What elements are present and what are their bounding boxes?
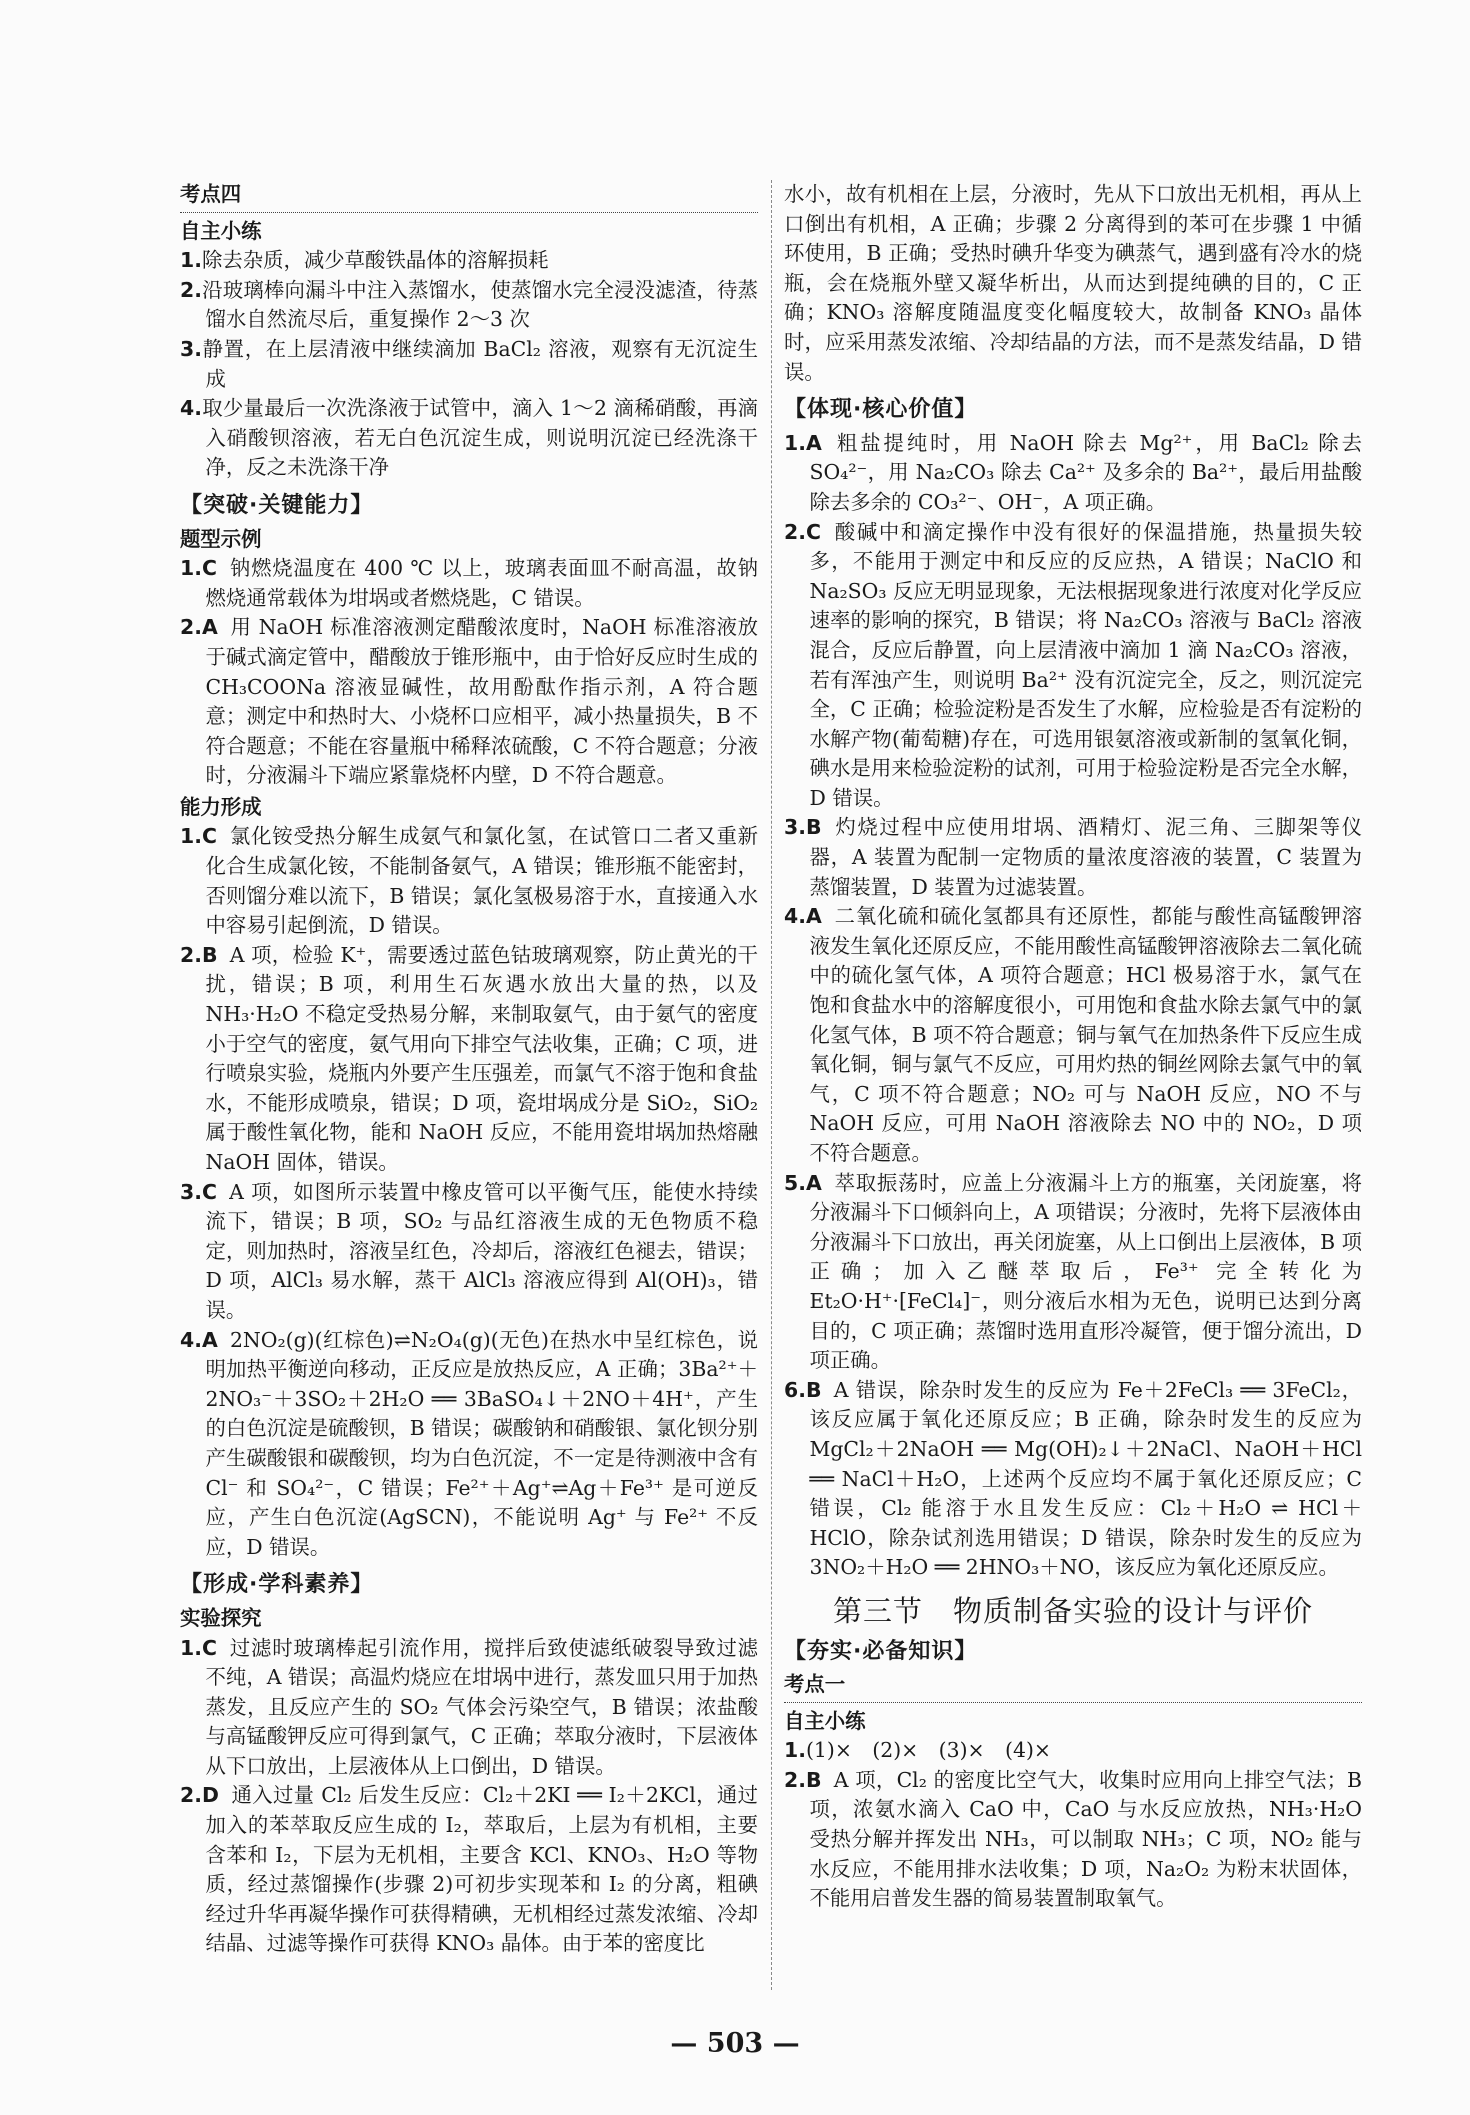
item-text: 二氧化硫和硫化氢都具有还原性，都能与酸性高锰酸钾溶液发生氧化还原反应，不能用酸性高锰酸钾溶液除去二氧化硫中的硫化氢气体，A 项符合题意；HCl 极易溶于水，氯气在饱和食盐水中的溶解度很小，可用饱和食盐水除去氯气中的氯化氢气体，B 项不符合题意；铜与氧气在加热条件下反应生成氧化铜，铜与氯气不反应，可用灼热的铜丝网除去氯气中的氧气，C 项不符合题意；NO₂ 可与 NaOH 反应，NO 不与 NaOH 反应，可用 NaOH 溶液除去 NO 中的 NO₂，D 项不符合题意。	[809, 904, 1362, 1165]
answer-item	[180, 822, 758, 940]
item-number: 1.	[180, 556, 202, 581]
item-number: 2.	[180, 1783, 202, 1808]
item-number: 1.	[180, 824, 202, 849]
item-text: A 项，如图所示装置中橡皮管可以平衡气压，能使水持续流下，错误；B 项，SO₂ 与品红溶液生成的无色物质不稳定，则加热时，溶液呈红色，冷却后，溶液红色褪去，错误；D 项，AlCl₃ 易水解，蒸干 AlCl₃ 溶液应得到 Al(OH)₃，错误。	[205, 1179, 758, 1322]
answer-item	[784, 813, 1362, 902]
item-number: 2.	[784, 1767, 806, 1792]
item-number: 5.	[784, 1170, 806, 1195]
item-number: 1.	[784, 1738, 806, 1763]
answer-item	[784, 1169, 1362, 1376]
answer-letter: B	[201, 942, 218, 967]
item-text: 灼烧过程中应使用坩埚、酒精灯、泥三角、三脚架等仪器，A 装置为配制一定物质的量浓度溶液的装置，C 装置为蒸馏装置，D 装置为过滤装置。	[809, 815, 1362, 899]
kd4-heading: 考点四	[180, 180, 758, 213]
chapter-title: 第三节 物质制备实验的设计与评价	[832, 1593, 1313, 1628]
zz2-heading: 自主小练	[784, 1708, 866, 1733]
left-column	[180, 180, 758, 1959]
item-text: (1)× (2)× (3)× (4)×	[805, 1738, 1051, 1763]
sec2-heading: 【形成·学科素养】	[180, 1572, 374, 1598]
item-number: 2.	[180, 277, 202, 302]
tx-list	[180, 554, 758, 791]
answer-item	[180, 1634, 758, 1782]
item-text: A 项，Cl₂ 的密度比空气大，收集时应用向上排空气法；B 项，浓氨水滴入 CaO 中，CaO 与水反应放热，NH₃·H₂O 受热分解并挥发出 NH₃，可以制取 NH₃；C 项，NO₂ 能与水反应，不能用排水法收集；D 项，Na₂O₂ 为粉末状固体，不能用启普发生器的简易装置制取氧气。	[809, 1767, 1362, 1911]
hx-list	[784, 429, 1362, 1583]
zz2-list	[784, 1736, 1362, 1914]
answer-letter: B	[805, 1377, 822, 1402]
zz-heading: 自主小练	[180, 218, 262, 243]
answer-item	[784, 1376, 1362, 1583]
sec1-heading: 【突破·关键能力】	[180, 492, 374, 518]
item-number: 3.	[180, 336, 202, 361]
answer-item	[180, 941, 758, 1178]
answer-letter: A	[201, 615, 218, 640]
answer-item	[180, 1178, 758, 1326]
item-text: 除去杂质，减少草酸铁晶体的溶解损耗	[201, 248, 549, 273]
item-text: 粗盐提纯时，用 NaOH 除去 Mg²⁺，用 BaCl₂ 除去 SO₄²⁻，用 Na₂CO₃ 除去 Ca²⁺ 及多余的 Ba²⁺，最后用盐酸除去多余的 CO₃²⁻、OH⁻，A 项正确。	[809, 430, 1362, 514]
item-number: 2.	[784, 519, 806, 544]
item-number: 2.	[180, 615, 202, 640]
item-number: 3.	[784, 815, 806, 840]
item-text: 沿玻璃棒向漏斗中注入蒸馏水，使蒸馏水完全浸没滤渣，待蒸馏水自然流尽后，重复操作 2～3 次	[201, 277, 758, 332]
right-column	[784, 180, 1362, 1914]
item-text: 氯化铵受热分解生成氨气和氯化氢，在试管口二者又重新化合生成氯化铵，不能制备氨气，A 错误；锥形瓶不能密封，否则馏分难以流下，B 错误；氯化氢极易溶于水，直接通入水中容易引起倒流，D 错误。	[205, 824, 758, 938]
answer-item	[180, 1326, 758, 1563]
answer-item	[784, 429, 1362, 518]
item-text: 用 NaOH 标准溶液测定醋酸浓度时，NaOH 标准溶液放于碱式滴定管中，醋酸放于锥形瓶中，由于恰好反应时生成的 CH₃COONa 溶液显碱性，故用酚酞作指示剂，A 符合题意；测定中和热时大、小烧杯口应相平，减小热量损失，B 不符合题意；不能在容量瓶中稀释浓硫酸，C 不符合题意；分液时，分液漏斗下端应紧靠烧杯内壁，D 不符合题意。	[205, 615, 758, 788]
answer-letter: C	[201, 556, 217, 581]
answer-letter: D	[201, 1783, 219, 1808]
answer-item	[180, 276, 758, 335]
answer-item	[180, 394, 758, 483]
item-text: 钠燃烧温度在 400 ℃ 以上，玻璃表面皿不耐高温，故钠燃烧通常载体为坩埚或者燃烧匙，C 错误。	[205, 556, 758, 610]
answer-letter: A	[201, 1327, 218, 1352]
answer-letter: C	[201, 1635, 217, 1660]
answer-letter: B	[805, 815, 822, 840]
item-number: 4.	[784, 904, 806, 929]
answer-letter: A	[805, 1170, 822, 1195]
item-number: 4.	[180, 396, 202, 421]
nl-list	[180, 822, 758, 1562]
answer-item	[180, 335, 758, 394]
item-text: 酸碱中和滴定操作中没有很好的保温措施，热量损失较多，不能用于测定中和反应的反应热，A 错误；NaClO 和 Na₂SO₃ 反应无明显现象，无法根据现象进行浓度对化学反应速率的影响的探究，B 错误；将 Na₂CO₃ 溶液与 BaCl₂ 溶液混合，反应后静置，向上层清液中滴加 1 滴 Na₂CO₃ 溶液，若有浑浊产生，则说明 Ba²⁺ 没有沉淀完全，反之，则沉淀完全，C 正确；检验淀粉是否发生了水解，应检验是否有淀粉的水解产物(葡萄糖)存在，可选用银氨溶液或新制的氢氧化铜，碘水是用来检验淀粉的试剂，可用于检验淀粉是否完全水解，D 错误。	[809, 519, 1362, 810]
page-number: — 503 —	[670, 2028, 800, 2059]
answer-item	[180, 1781, 758, 1959]
item-text: 过滤时玻璃棒起引流作用，搅拌后致使滤纸破裂导致过滤不纯，A 错误；高温灼烧应在坩埚中进行，蒸发皿只用于加热蒸发，且反应产生的 SO₂ 气体会污染空气，B 错误；浓盐酸与高锰酸钾反应可得到氯气，C 正确；萃取分液时，下层液体从下口放出，上层液体从上口倒出，D 错误。	[205, 1635, 758, 1778]
item-text: 2NO₂(g)(红棕色)⇌N₂O₄(g)(无色)在热水中呈红棕色，说明加热平衡逆向移动，正反应是放热反应，A 正确；3Ba²⁺＋2NO₃⁻＋3SO₂＋2H₂O ══ 3BaSO₄↓＋2NO＋4H⁺，产生的白色沉淀是硫酸钡，B 错误；碳酸钠和硝酸银、氯化钡分别产生碳酸银和碳酸钡，均为白色沉淀，不一定是待测液中含有 Cl⁻ 和 SO₄²⁻，C 错误；Fe²⁺＋Ag⁺⇌Ag＋Fe³⁺ 是可逆反应，产生白色沉淀(AgSCN)，不能说明 Ag⁺ 与 Fe²⁺ 不反应，D 错误。	[205, 1327, 758, 1559]
item-number: 4.	[180, 1327, 202, 1352]
answer-letter: A	[805, 430, 822, 455]
item-text: 萃取振荡时，应盖上分液漏斗上方的瓶塞，关闭旋塞，将分液漏斗下口倾斜向上，A 项错误；分液时，先将下层液体由分液漏斗下口放出，再关闭旋塞，从上口倒出上层液体，B 项正确；加入乙醚萃取后，Fe³⁺ 完全转化为 Et₂O·H⁺·[FeCl₄]⁻，则分液后水相为无色，说明已达到分离目的，C 项正确；蒸馏时选用直形冷凝管，便于馏分流出，D 项正确。	[809, 1170, 1362, 1373]
answer-item	[180, 554, 758, 613]
tx-heading: 题型示例	[180, 526, 262, 551]
item-number: 2.	[180, 942, 202, 967]
item-text: A 错误，除杂时发生的反应为 Fe＋2FeCl₃ ══ 3FeCl₂，该反应属于氧化还原反应；B 正确，除杂时发生的反应为 MgCl₂＋2NaOH ══ Mg(OH)₂↓＋2NaCl、NaOH＋HCl ══ NaCl＋H₂O，上述两个反应均不属于氧化还原反应；C 错误，Cl₂ 能溶于水且发生反应：Cl₂＋H₂O ⇌ HCl＋HClO，除杂试剂选用错误；D 错误，除杂时发生的反应为 3NO₂＋H₂O ══ 2HNO₃＋NO，该反应为氧化还原反应。	[809, 1377, 1362, 1580]
answer-item	[180, 613, 758, 791]
answer-item	[784, 518, 1362, 814]
sec3-heading: 【体现·核心价值】	[784, 397, 978, 423]
answer-letter: C	[201, 1179, 217, 1204]
column-divider	[771, 180, 772, 1990]
item-number: 1.	[180, 248, 202, 273]
item-number: 1.	[180, 1635, 202, 1660]
sy-heading: 实验探究	[180, 1605, 262, 1630]
item-number: 3.	[180, 1179, 202, 1204]
nl-heading: 能力形成	[180, 794, 262, 819]
kd1-heading: 考点一	[784, 1670, 1362, 1703]
sy-list	[180, 1634, 758, 1960]
answer-item	[784, 902, 1362, 1168]
answer-letter: C	[201, 824, 217, 849]
item-number: 1.	[784, 430, 806, 455]
continued-text: 水小，故有机相在上层，分液时，先从下口放出无机相，再从上口倒出有机相，A 正确；步骤 2 分离得到的苯可在步骤 1 中循环使用，B 正确；受热时碘升华变为碘蒸气，遇到盛有冷水的烧瓶，会在烧瓶外壁又凝华析出，从而达到提纯碘的目的，C 正确；KNO₃ 溶解度随温度变化幅度较大，故制备 KNO₃ 晶体时，应采用蒸发浓缩、冷却结晶的方法，而不是蒸发结晶，D 错误。	[784, 182, 1362, 384]
item-text: A 项，检验 K⁺，需要透过蓝色钴玻璃观察，防止黄光的干扰，错误；B 项，利用生石灰遇水放出大量的热，以及 NH₃·H₂O 不稳定受热易分解，来制取氨气，由于氨气的密度小于空气的密度，氨气用向下排空气法收集，正确；C 项，进行喷泉实验，烧瓶内外要产生压强差，而氯气不溶于饱和食盐水，不能形成喷泉，错误；D 项，瓷坩埚成分是 SiO₂，SiO₂ 属于酸性氧化物，能和 NaOH 反应，不能用瓷坩埚加热熔融 NaOH 固体，错误。	[205, 942, 758, 1174]
answer-letter: B	[805, 1767, 822, 1792]
item-text: 静置，在上层清液中继续滴加 BaCl₂ 溶液，观察有无沉淀生成	[201, 336, 758, 391]
item-number: 6.	[784, 1377, 806, 1402]
answer-item	[180, 246, 758, 276]
sec4-heading: 【夯实·必备知识】	[784, 1638, 978, 1664]
item-text: 通入过量 Cl₂ 后发生反应：Cl₂＋2KI ══ I₂＋2KCl，通过加入的苯萃取反应生成的 I₂，萃取后，上层为有机相，主要含苯和 I₂，下层为无机相，主要含 KCl、KNO₃、H₂O 等物质，经过蒸馏操作(步骤 2)可初步实现苯和 I₂ 的分离，粗碘经过升华再凝华操作可获得精碘，无机相经过蒸发浓缩、冷却结晶、过滤等操作可获得 KNO₃ 晶体。由于苯的密度比	[205, 1783, 758, 1956]
answer-letter: A	[805, 904, 822, 929]
answer-item	[784, 1766, 1362, 1914]
answer-letter: C	[805, 519, 821, 544]
zz-list	[180, 246, 758, 483]
answer-item	[784, 1736, 1362, 1766]
item-text: 取少量最后一次洗涤液于试管中，滴入 1～2 滴稀硝酸，再滴入硝酸钡溶液，若无白色沉淀生成，则说明沉淀已经洗涤干净，反之未洗涤干净	[201, 396, 758, 480]
